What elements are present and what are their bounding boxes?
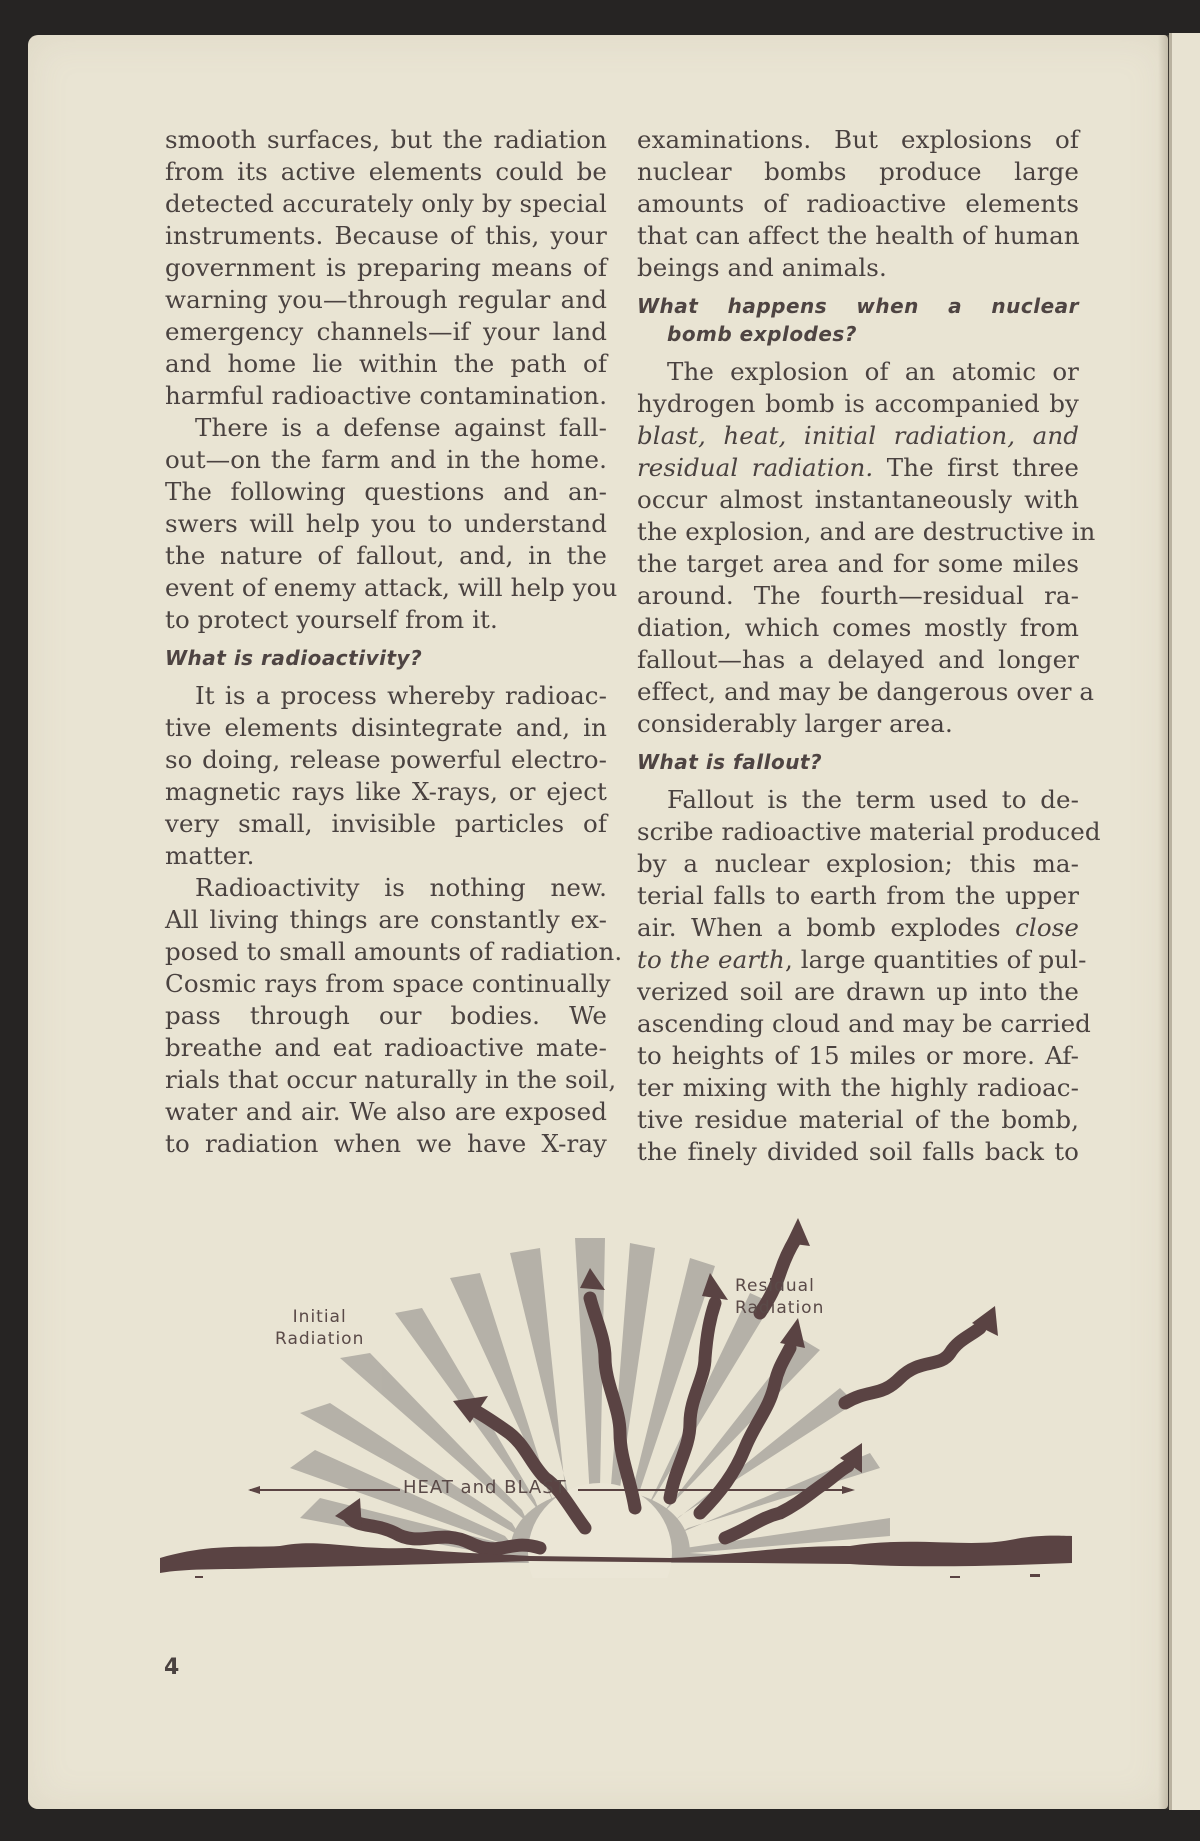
text-line: hydrogen bomb is accompanied by — [637, 389, 1079, 418]
text-line: ascending cloud and may be carried — [637, 1009, 1091, 1038]
text-line — [637, 944, 1087, 976]
label-line: Initial — [292, 1307, 347, 1327]
text-fragment: The first three — [873, 453, 1080, 482]
paragraph-fallout-definition — [637, 784, 1101, 1168]
text-line: examinations. But explosions of — [637, 125, 1079, 154]
text-line: that can affect the health of human — [637, 221, 1080, 250]
label-line: Radiation — [275, 1329, 365, 1349]
text-line: magnetic rays like X-rays, or eject — [165, 777, 607, 806]
text-line: matter. — [165, 841, 255, 870]
text-line: from its active elements could be — [165, 157, 607, 186]
text-line: rials that occur naturally in the soil, — [165, 1065, 617, 1094]
text-line: pass through our bodies. We — [165, 1001, 607, 1030]
explosion-diagram-graphic — [150, 1218, 1080, 1578]
text-line: instruments. Because of this, your — [165, 221, 607, 250]
next-page-edge — [1169, 33, 1200, 1810]
text-line: around. The fourth—residual ra- — [637, 581, 1079, 610]
page-number: 4 — [164, 1655, 180, 1680]
text-line: diation, which comes mostly from — [637, 613, 1079, 642]
text-line: to protect yourself from it. — [165, 605, 498, 634]
text-line: effect, and may be dangerous over a — [637, 677, 1095, 706]
text-line: considerably larger area. — [637, 709, 953, 738]
left-column — [165, 124, 623, 1160]
italic-text: close — [1015, 913, 1079, 942]
text-line: by a nuclear explosion; this ma- — [637, 849, 1079, 878]
text-line: swers will help you to understand — [165, 509, 607, 538]
text-line: and home lie within the path of — [165, 349, 607, 378]
text-fragment: , large quantities of pul- — [784, 945, 1087, 974]
italic-text: residual radiation. — [637, 453, 874, 482]
heading-what-is-fallout: What is fallout? — [637, 750, 823, 774]
text-line: Fallout is the term used to de- — [667, 785, 1079, 814]
text-line: nuclear bombs produce large — [637, 157, 1079, 186]
text-line: the target area and for some miles — [637, 549, 1079, 578]
text-line: There is a defense against fall- — [195, 413, 607, 442]
residual-radiation-label — [735, 1275, 824, 1319]
text-line: beings and animals. — [637, 253, 887, 282]
text-line: It is a process whereby radioac- — [195, 681, 607, 710]
paragraph-explosion-effects — [637, 356, 1096, 740]
text-line: event of enemy attack, will help you — [165, 573, 618, 602]
text-line: government is preparing means of — [165, 253, 607, 282]
heading-what-is-radioactivity: What is radioactivity? — [165, 646, 423, 670]
paragraph-contamination — [165, 124, 607, 412]
text-line: the explosion, and are destructive in — [637, 517, 1096, 546]
text-line: terial falls to earth from the upper — [637, 881, 1079, 910]
label-line: Residual — [735, 1276, 815, 1296]
text-line: Cosmic rays from space continually — [165, 969, 611, 998]
text-line: The following questions and an- — [165, 477, 607, 506]
initial-radiation-label — [275, 1306, 364, 1350]
heading-what-happens-when-bomb-explodes — [637, 292, 1079, 348]
heat-and-blast-label: HEAT and BLAST — [403, 1477, 567, 1498]
text-line: detected accurately only by special — [165, 189, 607, 218]
text-line: water and air. We also are exposed — [165, 1097, 607, 1126]
text-line — [637, 420, 1079, 452]
text-line: emergency channels—if your land — [165, 317, 607, 346]
text-line: All living things are constantly ex- — [165, 905, 607, 934]
text-line: occur almost instantaneously with — [637, 485, 1079, 514]
explosion-illustration — [150, 1218, 1080, 1578]
paragraph-defense — [165, 412, 618, 636]
text-line: amounts of radioactive elements — [637, 189, 1079, 218]
text-line: scribe radioactive material produced — [637, 817, 1101, 846]
text-line: tive elements disintegrate and, in — [165, 713, 607, 742]
right-column — [637, 124, 1101, 1168]
text-line: the nature of fallout, and, in the — [165, 541, 607, 570]
text-line: ter mixing with the highly radioac- — [637, 1073, 1079, 1102]
text-line: breathe and eat radioactive mate- — [165, 1033, 607, 1062]
text-line: so doing, release powerful electro- — [165, 745, 607, 774]
italic-text: to the earth — [637, 945, 785, 974]
text-line: the finely divided soil falls back to — [637, 1137, 1079, 1166]
text-line: very small, invisible particles of — [165, 809, 607, 838]
text-line: The explosion of an atomic or — [667, 357, 1079, 386]
text-line: to radiation when we have X-ray — [165, 1129, 607, 1158]
text-line — [637, 912, 1079, 944]
label-line: Radiation — [735, 1298, 825, 1318]
paragraph-radioactivity-process — [165, 680, 607, 872]
text-line: harmful radioactive contamination. — [165, 381, 608, 410]
text-line: verized soil are drawn up into the — [637, 977, 1079, 1006]
paragraph-xray-examinations — [637, 124, 1079, 284]
paragraph-nothing-new — [165, 872, 623, 1160]
text-line: smooth surfaces, but the radiation — [165, 125, 607, 154]
italic-text: blast, heat, initial radiation, and — [637, 421, 1079, 450]
heading-line: What happens when a nuclear — [637, 294, 1079, 318]
text-line: Radioactivity is nothing new. — [195, 873, 607, 902]
text-line: warning you—through regular and — [165, 285, 607, 314]
text-line: out—on the farm and in the home. — [165, 445, 607, 474]
heading-line: bomb explodes? — [667, 322, 857, 346]
text-line: posed to small amounts of radiation. — [165, 937, 623, 966]
text-line: tive residue material of the bomb, — [637, 1105, 1079, 1134]
text-line: to heights of 15 miles or more. Af- — [637, 1041, 1079, 1070]
text-line: fallout—has a delayed and longer — [637, 645, 1079, 674]
text-fragment: air. When a bomb explodes — [637, 913, 1016, 942]
text-line — [637, 452, 1079, 484]
